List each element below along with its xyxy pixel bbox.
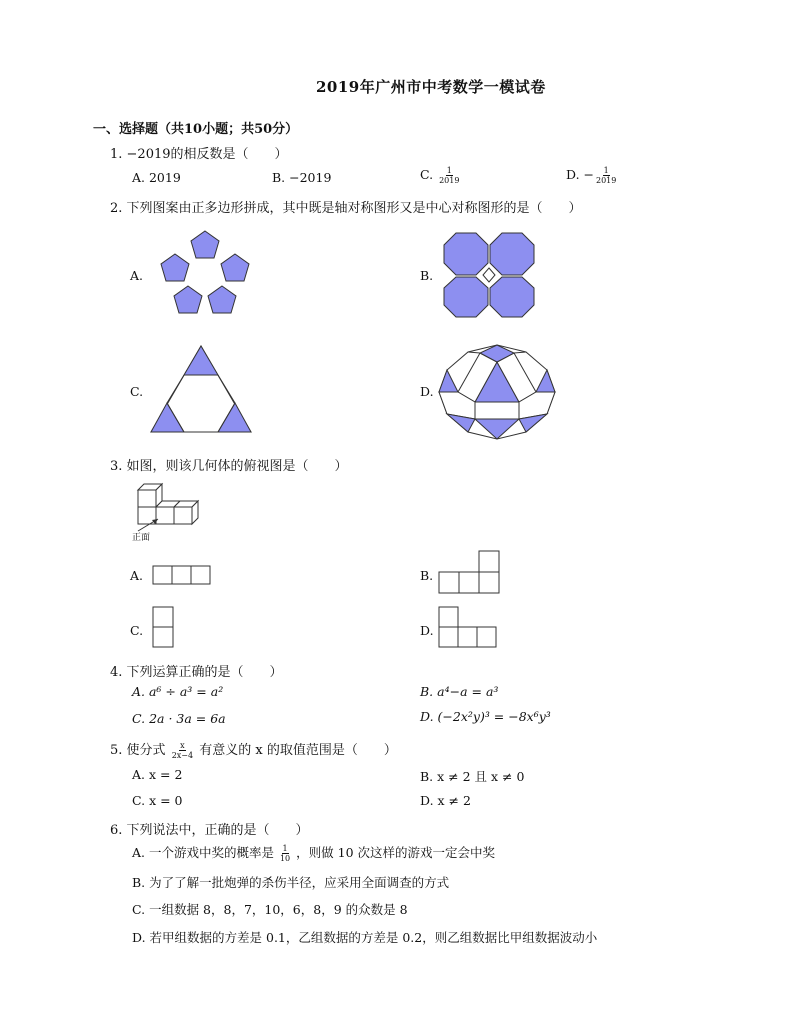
q5-option-d: D. x ≠ 2 (420, 793, 471, 808)
page-title: 2019年广州市中考数学一模试卷 (316, 78, 546, 96)
q2-option-a-label: A. (130, 268, 144, 283)
q4-option-c: C. 2a · 3a = 6a (132, 711, 226, 726)
q3-view-a (152, 565, 212, 585)
q1-option-c: C. $\frac{1}{2019}$ (420, 166, 460, 185)
q4-option-a: A. a⁶ ÷ a³ = a² (132, 684, 224, 699)
q2-figure-b-octagons (443, 232, 535, 318)
q1-option-b: B. −2019 (272, 170, 332, 185)
q6-option-a: A. 一个游戏中奖的概率是 $\frac{1}{10}$ ，则做 10 次这样的游戏一定会中奖 (132, 844, 495, 863)
q3-option-c-label: C. (130, 623, 144, 638)
q6-option-b: B. 为了了解一批炮弹的杀伤半径，应采用全面调查的方式 (132, 875, 450, 890)
q2-figure-d-dodecagon (438, 344, 556, 440)
q6-option-c: C. 一组数据 8，8，7，10，6，8，9 的众数是 8 (132, 902, 408, 917)
q2-figure-c-triangle (150, 345, 252, 433)
q2-option-c-label: C. (130, 384, 144, 399)
q5-option-c: C. x = 0 (132, 793, 183, 808)
q2-option-d-label: D. (420, 384, 434, 399)
q5-option-a: A. x = 2 (132, 767, 183, 782)
q3-view-d (438, 606, 498, 648)
q6-option-d: D. 若甲组数据的方差是 0.1，乙组数据的方差是 0.2，则乙组数据比甲组数据波动小 (132, 930, 598, 945)
q5-option-b: B. x ≠ 2 且 x ≠ 0 (420, 769, 525, 784)
question-1-stem: 1. −2019的相反数是（ ） (110, 147, 288, 162)
q3-option-d-label: D. (420, 623, 434, 638)
question-5-stem: 5. 使分式 $\frac{x}{2x-4}$ 有意义的 x 的取值范围是（ ） (110, 741, 397, 760)
question-4-stem: 4. 下列运算正确的是（ ） (110, 665, 283, 680)
section-heading: 一、选择题（共10小题；共50分） (93, 122, 299, 137)
question-2-stem: 2. 下列图案由正多边形拼成，其中既是轴对称图形又是中心对称图形的是（ ） (110, 201, 582, 216)
q1-option-d: D. − $\frac{1}{2019}$ (566, 166, 617, 185)
q1-option-a: A. 2019 (132, 170, 181, 185)
q2-option-b-label: B. (420, 268, 434, 283)
q3-view-c (152, 606, 174, 648)
q3-option-b-label: B. (420, 568, 434, 583)
q4-option-d: D. (−2x²y)³ = −8x⁶y³ (420, 709, 551, 724)
q3-view-b (438, 550, 502, 596)
front-view-label: 正面 (132, 533, 151, 543)
question-3-stem: 3. 如图，则该几何体的俯视图是（ ） (110, 459, 348, 474)
q4-option-b: B. a⁴−a = a³ (420, 684, 499, 699)
question-6-stem: 6. 下列说法中，正确的是（ ） (110, 823, 309, 838)
q2-figure-a-pentagons (155, 228, 255, 320)
q3-option-a-label: A. (130, 568, 144, 583)
